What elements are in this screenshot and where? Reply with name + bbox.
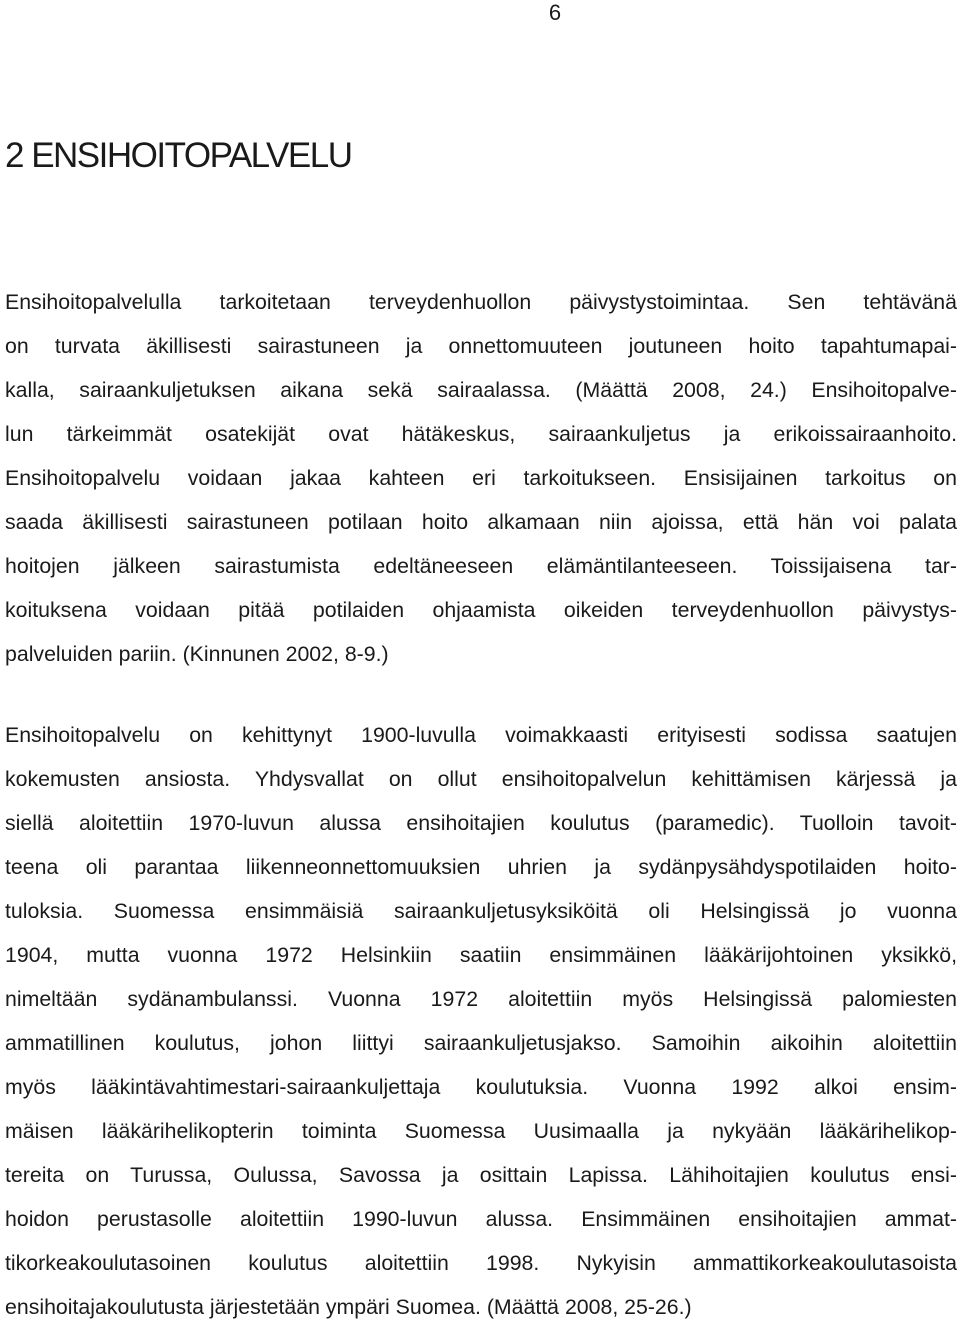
paragraph (5, 713, 957, 1329)
text-line: saada äkillisesti sairastuneen potilaan hoito alkamaan niin ajoissa, että hän voi palata (5, 510, 957, 534)
text-line: 1904, mutta vuonna 1972 Helsinkiin saatiin ensimmäinen lääkärijohtoinen yksikkö, (5, 943, 957, 967)
text-line: nimeltään sydänambulanssi. Vuonna 1972 aloitettiin myös Helsingissä palomiesten (5, 987, 957, 1011)
page-number: 6 (548, 0, 562, 25)
text-line: Ensihoitopalvelulla tarkoitetaan terveydenhuollon päivystystoimintaa. Sen tehtävänä (5, 290, 957, 314)
text-line: hoitojen jälkeen sairastumista edeltäneeseen elämäntilanteeseen. Toissijaisena tar- (5, 554, 957, 578)
text-line: kalla, sairaankuljetuksen aikana sekä sairaalassa. (Määttä 2008, 24.) Ensihoitopalve- (5, 378, 957, 402)
chapter-heading: 2 ENSIHOITOPALVELU (5, 136, 352, 175)
text-line: siellä aloitettiin 1970-luvun alussa ensihoitajien koulutus (paramedic). Tuolloin tavoit- (5, 811, 957, 835)
text-line: palveluiden pariin. (Kinnunen 2002, 8-9.) (5, 642, 389, 666)
text-line: ensihoitajakoulutusta järjestetään ympäri Suomea. (Määttä 2008, 25-26.) (5, 1295, 692, 1319)
text-line: Ensihoitopalvelu voidaan jakaa kahteen eri tarkoitukseen. Ensisijainen tarkoitus on (5, 466, 957, 490)
text-line: on turvata äkillisesti sairastuneen ja onnettomuuteen joutuneen hoito tapahtumapai- (5, 334, 957, 358)
text-line: kokemusten ansiosta. Yhdysvallat on ollut ensihoitopalvelun kehittämisen kärjessä ja (5, 767, 957, 791)
text-line: mäisen lääkärihelikopterin toiminta Suomessa Uusimaalla ja nykyään lääkärihelikop- (5, 1119, 957, 1143)
text-line: tikorkeakoulutasoinen koulutus aloitettiin 1998. Nykyisin ammattikorkeakoulutasoista (5, 1251, 957, 1275)
text-line: tuloksia. Suomessa ensimmäisiä sairaankuljetusyksiköitä oli Helsingissä jo vuonna (5, 899, 957, 923)
text-line: Ensihoitopalvelu on kehittynyt 1900-luvulla voimakkaasti erityisesti sodissa saatujen (5, 723, 957, 747)
text-line: myös lääkintävahtimestari-sairaankuljettaja koulutuksia. Vuonna 1992 alkoi ensim- (5, 1075, 957, 1099)
text-line: tereita on Turussa, Oulussa, Savossa ja osittain Lapissa. Lähihoitajien koulutus ensi- (5, 1163, 957, 1187)
paragraph (5, 280, 957, 676)
text-line: lun tärkeimmät osatekijät ovat hätäkeskus, sairaankuljetus ja erikoissairaanhoito. (5, 422, 957, 446)
text-line: hoidon perustasolle aloitettiin 1990-luvun alussa. Ensimmäinen ensihoitajien ammat- (5, 1207, 957, 1231)
text-line: teena oli parantaa liikenneonnettomuuksien uhrien ja sydänpysähdyspotilaiden hoito- (5, 855, 957, 879)
text-line: ammatillinen koulutus, johon liittyi sairaankuljetusjakso. Samoihin aikoihin aloitettiin (5, 1031, 957, 1055)
text-line: koituksena voidaan pitää potilaiden ohjaamista oikeiden terveydenhuollon päivystys- (5, 598, 957, 622)
